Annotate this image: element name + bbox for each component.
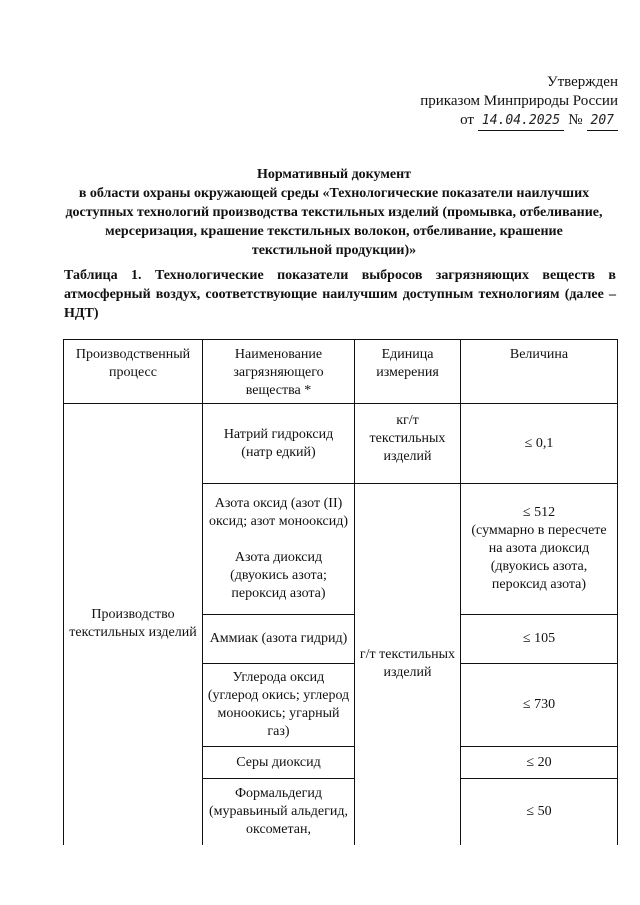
value-cell: ≤ 20 <box>461 747 618 779</box>
document-title-line1: Нормативный документ <box>256 167 412 182</box>
unit-cell: г/т текстильных изделий <box>355 484 461 845</box>
table-caption: Таблица 1. Технологические показатели выбросов загрязняющих веществ в атмосферный воздух, соответствующие наилучшим доступным технологиям (далее – НДТ) <box>64 268 616 321</box>
value-cell: ≤ 105 <box>461 615 618 664</box>
header-value: Величина <box>461 340 618 404</box>
value-cell: ≤ 0,1 <box>461 404 618 484</box>
header-unit: Единица измерения <box>355 340 461 404</box>
substance-cell: Серы диоксид <box>203 747 355 779</box>
approval-date: 14.04.2025 <box>478 111 564 131</box>
number-prefix: № <box>568 112 583 128</box>
approval-date-line <box>398 111 618 131</box>
substance-cell: Формальдегид (муравьиный альдегид, оксометан, <box>203 779 355 845</box>
substance-cell: Углерода оксид (углерод окись; углерод моноокись; угарный газ) <box>203 664 355 747</box>
approval-status: Утвержден <box>546 74 618 90</box>
approval-order: приказом Минприроды России <box>420 93 618 109</box>
unit-cell: кг/т текстильных изделий <box>355 404 461 484</box>
header-process: Производственный процесс <box>64 340 203 404</box>
substance-cell: Азота оксид (азот (II) оксид; азот монооксид) Азота диоксид (двуокись азота; пероксид азота) <box>203 484 355 615</box>
value-cell: ≤ 512 (суммарно в пересчете на азота диоксид (двуокись азота, пероксид азота) <box>461 484 618 615</box>
value-cell: ≤ 50 <box>461 779 618 845</box>
approval-block <box>398 73 618 131</box>
substance-cell: Аммиак (азота гидрид) <box>203 615 355 664</box>
value-cell: ≤ 730 <box>461 664 618 747</box>
table-row <box>64 404 618 484</box>
date-prefix: от <box>460 112 474 128</box>
document-title <box>64 165 604 260</box>
approval-number: 207 <box>587 111 618 131</box>
header-substance: Наименование загрязняющего вещества * <box>203 340 355 404</box>
substance-cell: Натрий гидроксид (натр едкий) <box>203 404 355 484</box>
emissions-table <box>63 339 618 845</box>
process-cell: Производство текстильных изделий <box>64 404 203 845</box>
document-title-line2: в области охраны окружающей среды «Технологические показатели наилучших доступных технологий производства текстильных изделий (промывка, отбеливание, мерсеризация, крашение текстильных волокон, отбеливание, крашение текстильной продукции)» <box>65 186 603 258</box>
